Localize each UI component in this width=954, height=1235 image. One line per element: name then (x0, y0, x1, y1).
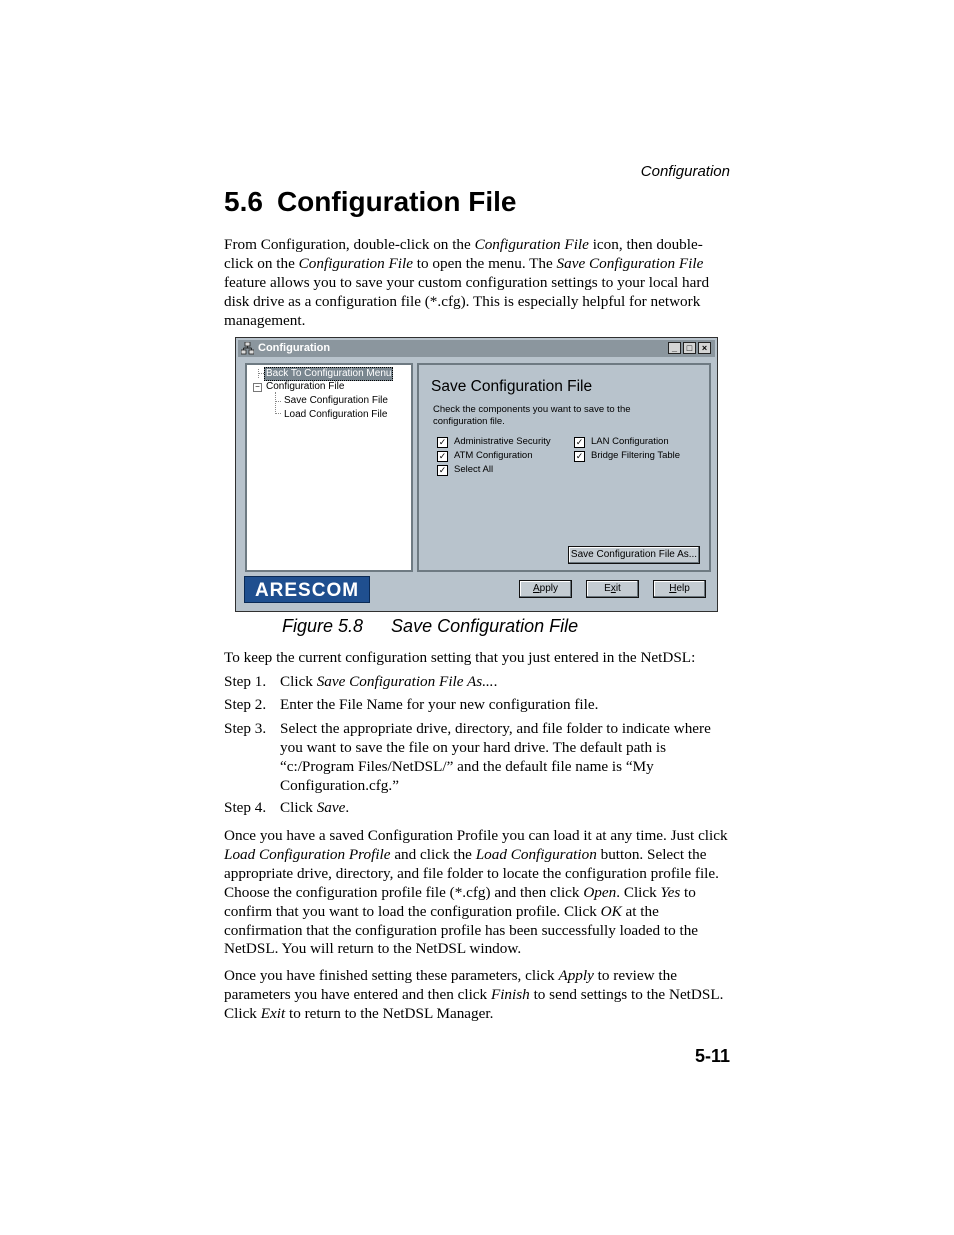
intro-paragraph (224, 236, 730, 331)
section-title-text: Configuration File (276, 186, 517, 217)
section-title (224, 186, 516, 218)
text-run: . (493, 673, 498, 690)
checkbox-label: LAN Configuration (591, 436, 669, 447)
text-run: to review the parameters you have entered and then click (224, 967, 677, 1003)
tree-item-configuration-file[interactable]: Configuration File (266, 381, 345, 392)
final-paragraph (224, 967, 730, 1024)
step-text: Enter the File Name for your new configuration file. (280, 696, 599, 713)
figure-title: Save Configuration File (391, 616, 579, 636)
step-text (280, 673, 730, 692)
step-text: Select the appropriate drive, directory, and file folder to indicate where you want to save the file on your hard drive. The default path is “c:/Program Files/NetDSL/” and the default file name is “My Configuration.cfg.” (280, 720, 711, 794)
tree-item-load-configuration-file[interactable]: Load Configuration File (284, 409, 388, 420)
checkbox-label: ATM Configuration (454, 450, 533, 461)
text-run: to return to the NetDSL Manager. (285, 1004, 494, 1022)
figure-caption (282, 616, 578, 637)
checkbox-label: Select All (454, 464, 494, 475)
maximize-button[interactable]: □ (683, 342, 696, 354)
text-run: feature allows you to save your custom configuration settings to your local hard disk drive as a configuration file (*.cfg). This is especially helpful for network management. (224, 273, 710, 329)
load-configuration-paragraph (224, 827, 730, 959)
close-button[interactable]: × (698, 342, 711, 354)
collapse-icon[interactable]: − (253, 383, 262, 392)
save-configuration-file-as-button[interactable]: Save Configuration File As... (568, 546, 700, 564)
mnemonic: H (669, 583, 677, 594)
apply-button[interactable] (519, 580, 572, 598)
tree-item-save-configuration-file[interactable]: Save Configuration File (284, 395, 388, 406)
checkbox-lan-configuration[interactable] (574, 436, 669, 448)
text-run: and click the (390, 845, 476, 863)
emphasis: Save (316, 799, 346, 816)
figure-label: Figure 5.8 (282, 616, 364, 636)
text-run: to open the menu. The (413, 254, 557, 272)
step-label: Step 4. (224, 799, 267, 816)
text-run: at the confirmation that the configuration profile has been successfully loaded to the NetDSL. You will return to the NetDSL window. (224, 902, 699, 958)
text-run: . Click (616, 883, 661, 901)
button-label: E (604, 583, 611, 594)
exit-button[interactable] (586, 580, 639, 598)
emphasis: Yes (660, 883, 681, 901)
tree-item-back-to-menu[interactable]: Back To Configuration Menu (266, 368, 392, 379)
tree-connector (275, 401, 281, 402)
text-run: From Configuration, double-click on the (224, 236, 475, 253)
text-run: to send settings to the NetDSL. Click (224, 985, 724, 1022)
checkbox-atm-configuration[interactable] (437, 450, 533, 462)
text-run: icon, then double-click on the (224, 236, 703, 272)
step-label: Step 1. (224, 673, 267, 690)
navigation-tree (245, 363, 413, 572)
emphasis: Exit (260, 1004, 286, 1022)
emphasis: Load Configuration Profile (224, 845, 391, 863)
mnemonic: x (610, 583, 616, 594)
emphasis: Open (583, 883, 617, 901)
help-button[interactable] (653, 580, 706, 598)
button-label: it (615, 583, 621, 594)
emphasis: Load Configuration (475, 845, 597, 863)
text-run: Click (280, 799, 317, 816)
button-label: pply (539, 583, 559, 594)
text-run: Click (280, 673, 317, 690)
checkbox-label: Administrative Security (454, 436, 551, 447)
emphasis: Save Configuration File (556, 254, 704, 272)
network-icon (241, 342, 254, 355)
step-text (280, 799, 730, 818)
emphasis: Finish (490, 985, 530, 1003)
page-number: 5-11 (694, 1046, 730, 1066)
button-label: elp (676, 583, 690, 594)
checkbox-check-icon: ✓ (575, 451, 584, 461)
steps-intro: To keep the current configuration setting that you just entered in the NetDSL: (224, 649, 696, 666)
save-configuration-panel (417, 363, 711, 572)
text-run: button. Select the appropriate drive, directory, and file folder to locate the configuration profile file. Choose the configuration profile file (*.cfg) and then click (224, 845, 719, 901)
emphasis: Apply (558, 967, 594, 984)
running-head: Configuration (640, 163, 730, 180)
checkbox-check-icon: ✓ (438, 451, 447, 461)
panel-description: Check the components you want to save to the configuration file. (433, 404, 631, 427)
section-number: 5.6 (224, 186, 263, 217)
tree-connector (275, 392, 276, 412)
minimize-button[interactable]: _ (668, 342, 681, 354)
checkbox-bridge-filtering-table[interactable] (574, 450, 680, 462)
configuration-window-screenshot (235, 337, 718, 612)
step-label: Step 2. (224, 696, 267, 713)
text-run: . (345, 799, 350, 816)
emphasis: Save Configuration File As... (316, 673, 494, 690)
window-titlebar (238, 340, 715, 357)
emphasis: Configuration File (298, 254, 413, 272)
checkbox-select-all[interactable] (437, 464, 493, 476)
arescom-logo: ARESCOM (244, 576, 370, 603)
emphasis: Configuration File (474, 236, 589, 253)
window-title: Configuration (258, 342, 331, 354)
checkbox-check-icon: ✓ (438, 437, 447, 447)
panel-title: Save Configuration File (431, 378, 593, 395)
text-run: Once you have finished setting these parameters, click (224, 967, 559, 984)
checkbox-label: Bridge Filtering Table (591, 450, 681, 461)
checkbox-check-icon: ✓ (575, 437, 584, 447)
text-run: to confirm that you want to load the configuration profile. Click (224, 883, 696, 920)
emphasis: OK (600, 902, 622, 920)
step-label: Step 3. (224, 720, 267, 737)
mnemonic: A (532, 583, 540, 594)
tree-connector (275, 413, 281, 414)
text-run: Once you have a saved Configuration Profile you can load it at any time. Just click (224, 827, 728, 844)
checkbox-administrative-security[interactable] (437, 436, 551, 448)
checkbox-check-icon: ✓ (438, 465, 447, 475)
